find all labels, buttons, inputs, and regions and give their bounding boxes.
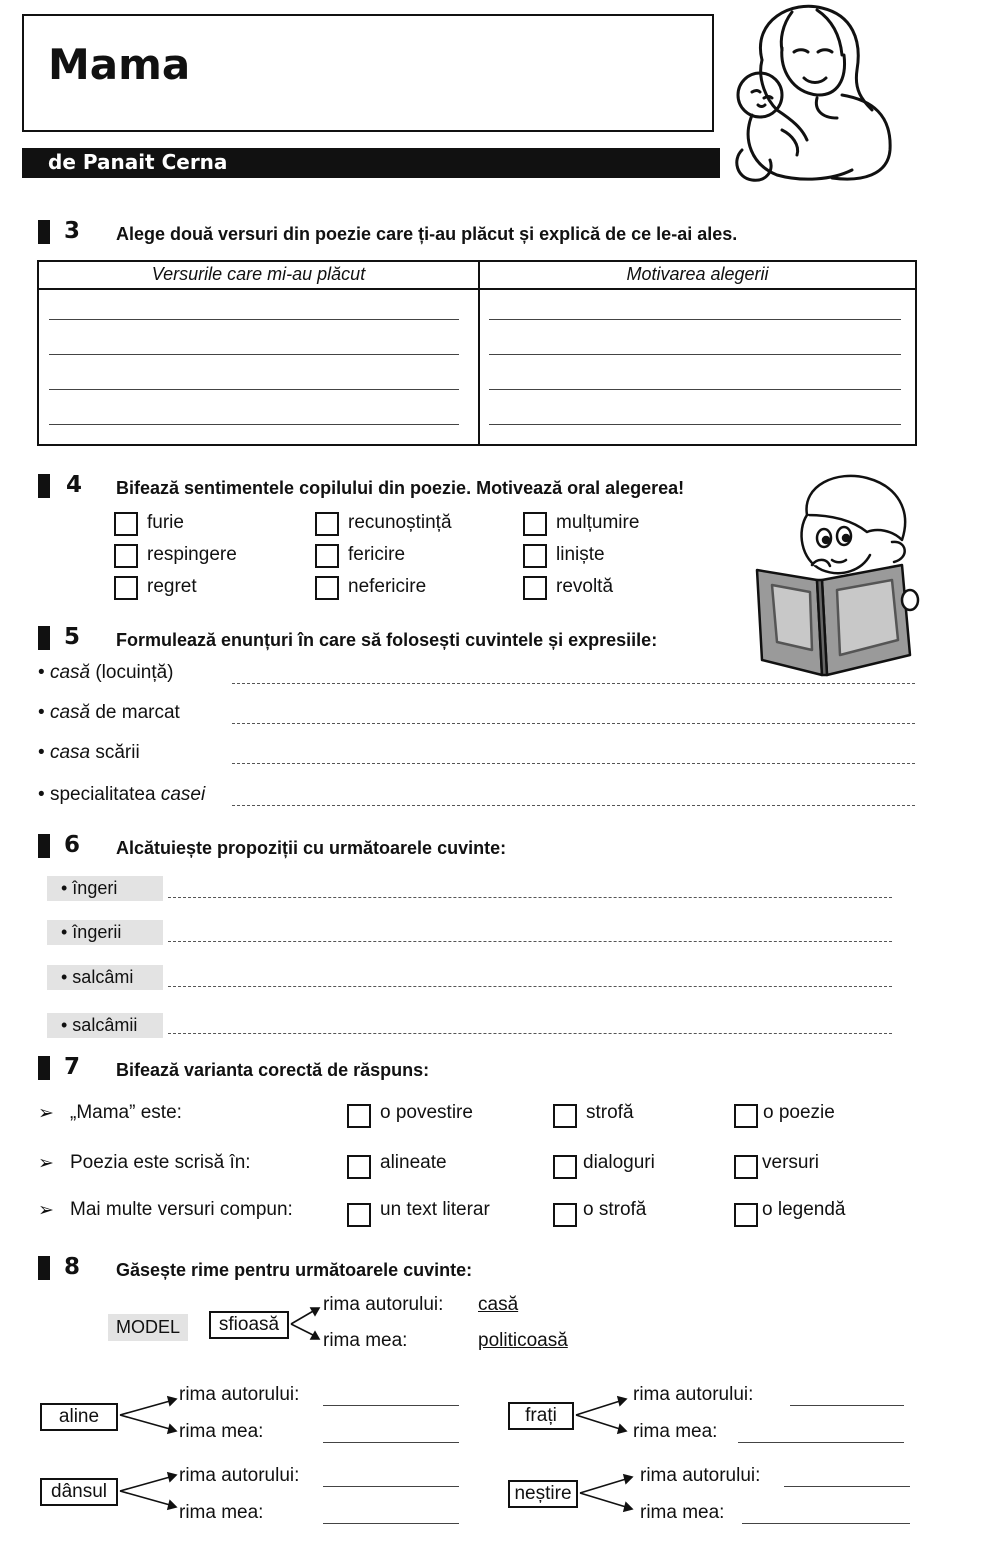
bullet: • <box>38 702 45 723</box>
option-label: o poezie <box>763 1102 835 1123</box>
answer-line[interactable] <box>49 354 459 355</box>
page-title: Mama <box>48 40 191 89</box>
answer-line[interactable] <box>232 763 915 764</box>
exercise-instruction: Alcătuiește propoziții cu următoarele cuvinte: <box>116 838 507 858</box>
exercise-number: 4 <box>66 472 83 498</box>
arrow-bullet-icon: ➢ <box>38 1153 54 1174</box>
answer-line[interactable] <box>168 1033 892 1034</box>
exercise-instruction: Bifează varianta corectă de răspuns: <box>116 1060 430 1080</box>
answer-line[interactable] <box>489 424 901 425</box>
exercise-number: 8 <box>64 1254 81 1280</box>
option-label: nefericire <box>348 576 427 597</box>
rhyme-arrows-icon <box>578 1466 636 1520</box>
table-header-motivation: Motivarea alegerii <box>626 264 769 284</box>
exercise-marker <box>38 1256 50 1280</box>
arrow-bullet-icon: ➢ <box>38 1200 54 1221</box>
author-rhyme-label: rima autorului: <box>640 1465 761 1486</box>
model-my-rhyme: politicoasă <box>478 1330 568 1351</box>
option-label: un text literar <box>380 1199 490 1220</box>
answer-line[interactable] <box>168 897 892 898</box>
option-label: alineate <box>380 1152 447 1173</box>
word-label: • îngeri <box>47 876 163 901</box>
expression-word: casă <box>49 662 91 683</box>
exercise-number: 7 <box>64 1054 81 1080</box>
bullet: • <box>38 662 45 683</box>
rhyme-word-box: frați <box>508 1402 574 1430</box>
checkbox-liniste[interactable] <box>523 544 547 568</box>
word-label: • salcâmii <box>47 1013 163 1038</box>
author-rhyme-label: rima autorului: <box>179 1384 300 1405</box>
bullet: • <box>38 742 45 763</box>
expression-word: casei <box>160 784 206 805</box>
word-label: • salcâmi <box>47 965 163 990</box>
option-label: recunoștință <box>348 512 452 533</box>
exercise-marker <box>38 474 50 498</box>
rhyme-arrows-icon <box>574 1388 630 1442</box>
exercise-instruction: Găsește rime pentru următoarele cuvinte: <box>116 1260 473 1280</box>
exercise-marker <box>38 626 50 650</box>
checkbox-fericire[interactable] <box>315 544 339 568</box>
answer-line[interactable] <box>323 1405 459 1406</box>
my-rhyme-label: rima mea: <box>179 1502 264 1523</box>
checkbox-recunostinta[interactable] <box>315 512 339 536</box>
answer-line[interactable] <box>489 389 901 390</box>
my-rhyme-label: rima mea: <box>179 1421 264 1442</box>
mother-baby-illustration <box>722 0 902 190</box>
expression-pre: specialitatea <box>49 784 161 805</box>
option-label: respingere <box>147 544 237 565</box>
option-label: strofă <box>586 1102 634 1123</box>
rhyme-arrows-icon <box>118 1388 180 1442</box>
checkbox-revolta[interactable] <box>523 576 547 600</box>
answer-line[interactable] <box>784 1486 910 1487</box>
expression-rest: de marcat <box>90 702 180 723</box>
answer-line[interactable] <box>323 1486 459 1487</box>
my-rhyme-label: rima mea: <box>640 1502 725 1523</box>
answer-line[interactable] <box>489 319 901 320</box>
checkbox-regret[interactable] <box>114 576 138 600</box>
option-label: furie <box>147 512 184 533</box>
checkbox-furie[interactable] <box>114 512 138 536</box>
exercise-instruction: Bifează sentimentele copilului din poezie. Motivează oral alegerea! <box>116 478 685 498</box>
exercise-marker <box>38 834 50 858</box>
bullet: • <box>38 784 45 805</box>
option-label: mulțumire <box>556 512 640 533</box>
model-label: MODEL <box>108 1314 188 1341</box>
exercise-marker <box>38 220 50 244</box>
expression-item <box>38 702 180 724</box>
option-label: o povestire <box>380 1102 473 1123</box>
rhyme-word-box: dânsul <box>40 1478 118 1506</box>
checkbox-multumire[interactable] <box>523 512 547 536</box>
answer-line[interactable] <box>232 805 915 806</box>
answer-line[interactable] <box>323 1442 459 1443</box>
answer-line[interactable] <box>168 986 892 987</box>
model-author-rhyme: casă <box>478 1294 519 1315</box>
answer-line[interactable] <box>489 354 901 355</box>
verses-table <box>37 260 917 446</box>
checkbox-option[interactable] <box>553 1155 577 1179</box>
rhyme-word-box: aline <box>40 1403 118 1431</box>
exercise-number: 5 <box>64 624 81 650</box>
checkbox-option[interactable] <box>734 1155 758 1179</box>
answer-line[interactable] <box>232 683 915 684</box>
answer-line[interactable] <box>49 389 459 390</box>
option-label: liniște <box>556 544 605 565</box>
option-label: o legendă <box>762 1199 846 1220</box>
answer-line[interactable] <box>49 319 459 320</box>
checkbox-respingere[interactable] <box>114 544 138 568</box>
my-rhyme-label: rima mea: <box>323 1330 408 1351</box>
option-label: dialoguri <box>583 1152 655 1173</box>
option-label: fericire <box>348 544 406 565</box>
exercise-number: 6 <box>64 832 81 858</box>
option-label: o strofă <box>583 1199 647 1220</box>
expression-rest: scării <box>90 742 140 763</box>
answer-line[interactable] <box>742 1523 910 1524</box>
model-arrows-icon <box>289 1296 323 1348</box>
expression-item <box>38 662 174 684</box>
question-prompt: Mai multe versuri compun: <box>70 1199 293 1220</box>
word-label: • îngerii <box>47 920 163 945</box>
checkbox-option[interactable] <box>734 1104 758 1128</box>
expression-item <box>38 784 205 806</box>
option-label: revoltă <box>556 576 614 597</box>
exercise-marker <box>38 1056 50 1080</box>
answer-line[interactable] <box>49 424 459 425</box>
author-rhyme-label: rima autorului: <box>633 1384 754 1405</box>
arrow-bullet-icon: ➢ <box>38 1103 54 1124</box>
expression-word: casa <box>49 742 91 763</box>
question-prompt: „Mama” este: <box>70 1102 182 1123</box>
author-rhyme-label: rima autorului: <box>323 1294 444 1315</box>
exercise-number: 3 <box>64 218 81 244</box>
option-label: regret <box>147 576 197 597</box>
model-word-box: sfioasă <box>209 1311 289 1339</box>
answer-line[interactable] <box>323 1523 459 1524</box>
checkbox-option[interactable] <box>553 1203 577 1227</box>
expression-word: casă <box>49 702 91 723</box>
checkbox-option[interactable] <box>347 1104 371 1128</box>
checkbox-option[interactable] <box>553 1104 577 1128</box>
checkbox-option[interactable] <box>734 1203 758 1227</box>
checkbox-nefericire[interactable] <box>315 576 339 600</box>
boy-reading-illustration <box>752 470 922 680</box>
author-name: de Panait Cerna <box>48 150 228 174</box>
rhyme-arrows-icon <box>118 1464 180 1518</box>
expression-rest: (locuință) <box>90 662 174 683</box>
expression-item <box>38 742 140 764</box>
table-header-verses: Versurile care mi-au plăcut <box>151 264 366 284</box>
answer-line[interactable] <box>790 1405 904 1406</box>
my-rhyme-label: rima mea: <box>633 1421 718 1442</box>
option-label: versuri <box>762 1152 820 1173</box>
answer-line[interactable] <box>232 723 915 724</box>
exercise-instruction: Formulează enunțuri în care să folosești cuvintele și expresiile: <box>116 630 658 650</box>
checkbox-option[interactable] <box>347 1203 371 1227</box>
author-rhyme-label: rima autorului: <box>179 1465 300 1486</box>
answer-line[interactable] <box>738 1442 904 1443</box>
checkbox-option[interactable] <box>347 1155 371 1179</box>
question-prompt: Poezia este scrisă în: <box>70 1152 251 1173</box>
exercise-instruction: Alege două versuri din poezie care ți-au plăcut și explică de ce le-ai ales. <box>116 224 738 244</box>
rhyme-word-box: neștire <box>508 1480 578 1508</box>
answer-line[interactable] <box>168 941 892 942</box>
